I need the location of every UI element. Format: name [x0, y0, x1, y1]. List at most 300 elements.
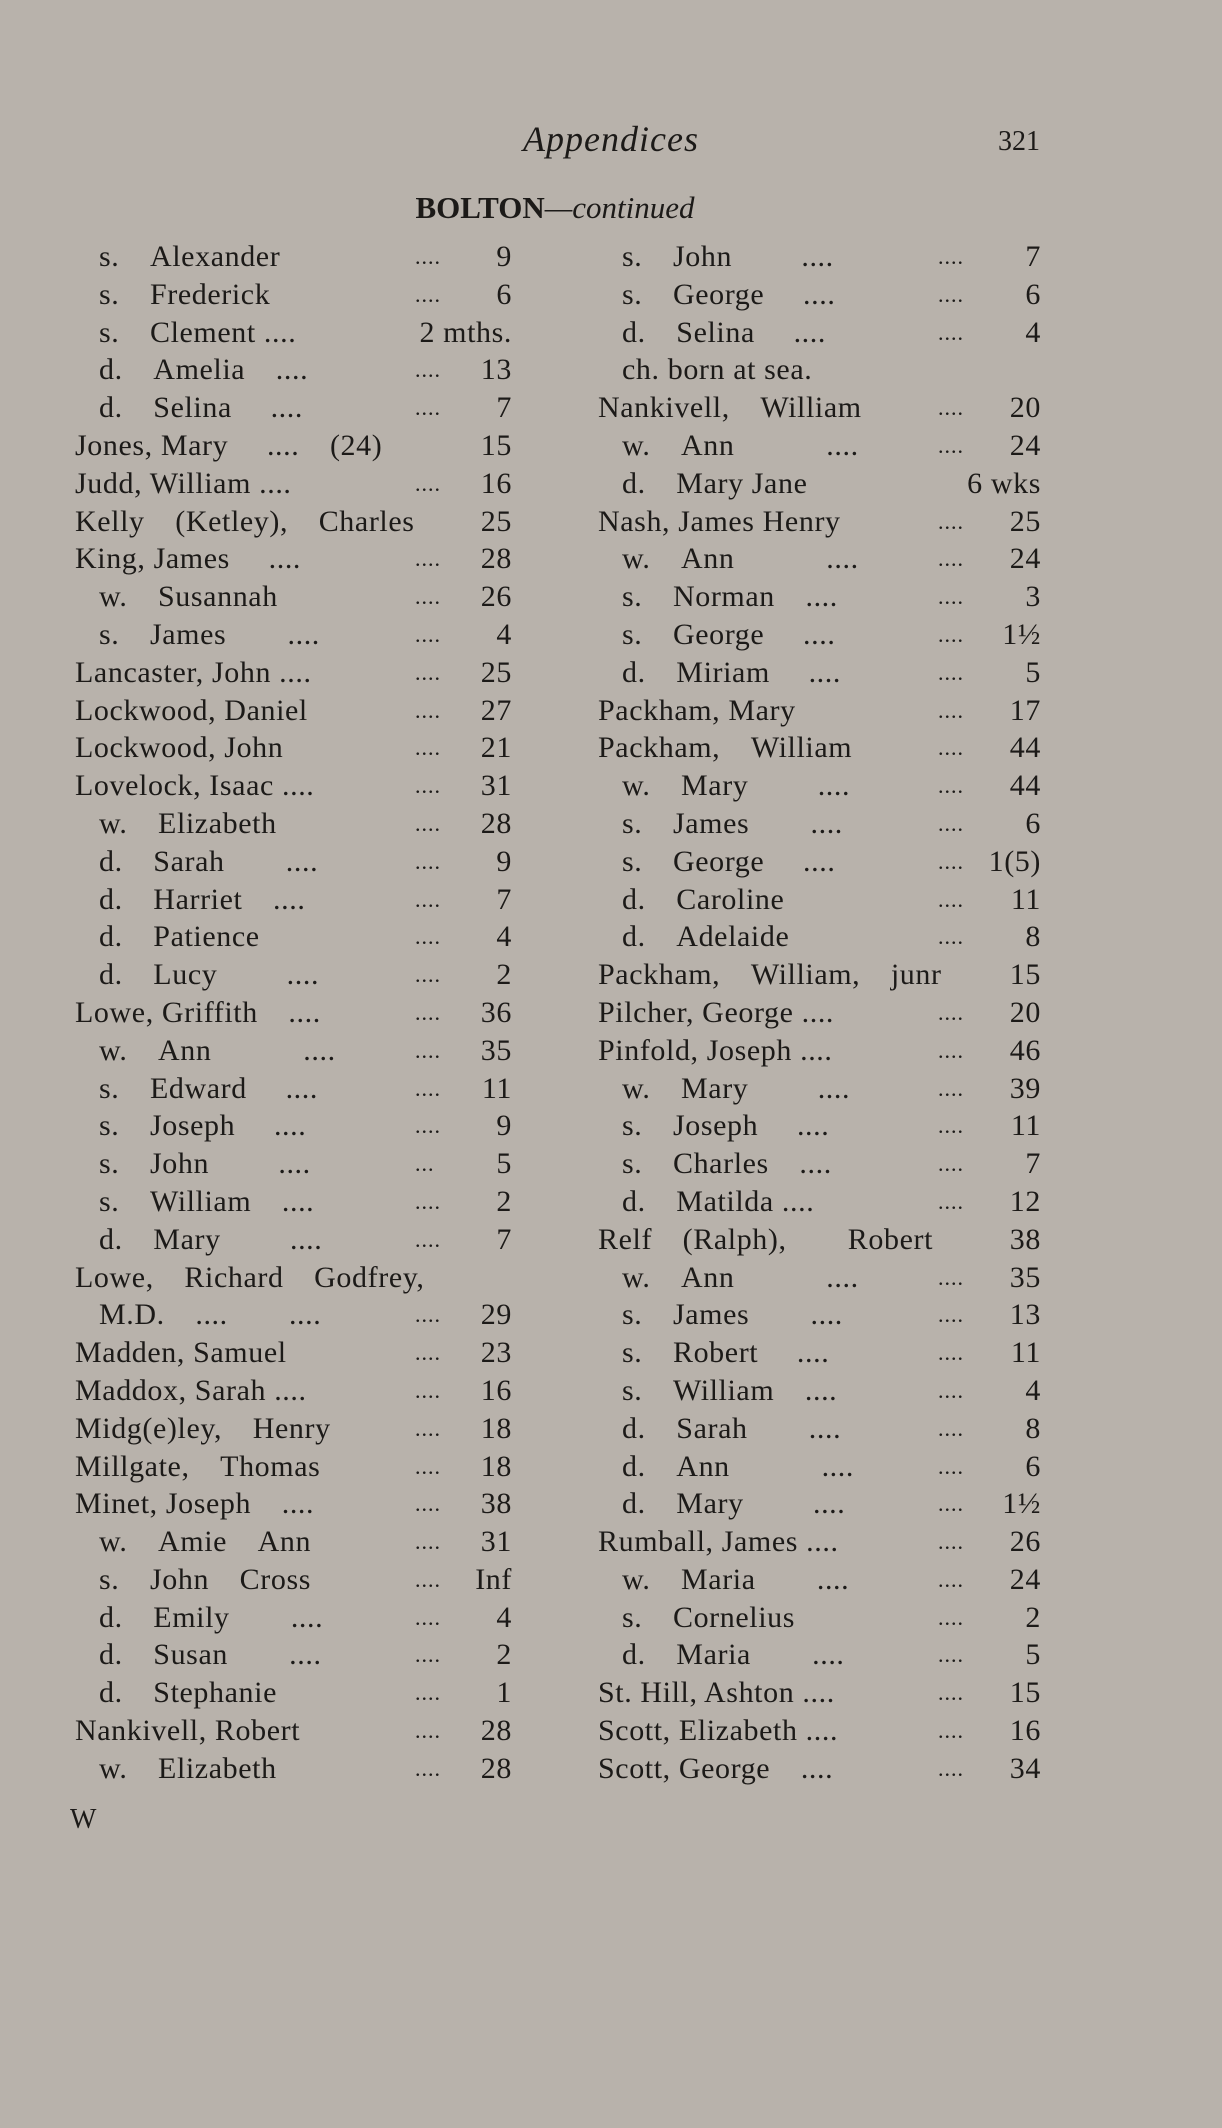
entry-name: Packham, William	[598, 731, 853, 765]
leader-dots: ....	[938, 1529, 964, 1555]
register-entry	[75, 578, 512, 616]
entry-age: 4	[496, 617, 512, 651]
entry-age: 24	[1009, 1562, 1041, 1596]
register-entry	[598, 540, 1041, 578]
register-entry	[75, 1636, 512, 1674]
leader-dots: ....	[938, 1302, 964, 1328]
register-entry	[598, 692, 1041, 730]
entry-age: 1½	[1002, 1487, 1041, 1521]
entry-name: s. Alexander	[99, 240, 281, 273]
entry-name: s. Joseph ....	[622, 1109, 830, 1143]
entry-age: 18	[480, 1449, 512, 1483]
section-name: BOLTON	[415, 190, 545, 225]
entry-age: 11	[481, 1071, 512, 1105]
leader-dots: ....	[415, 1377, 441, 1403]
leader-dots: ....	[415, 1075, 441, 1101]
leader-dots: ....	[938, 546, 964, 572]
register-entry	[598, 729, 1041, 767]
register-entry	[75, 465, 512, 503]
entry-name: Scott, Elizabeth ....	[598, 1714, 839, 1748]
leader-dots: ...	[415, 1151, 435, 1177]
leader-dots: ....	[938, 1113, 964, 1139]
entry-name: d. Selina ....	[99, 391, 303, 425]
entry-age: 31	[480, 769, 512, 803]
entry-name: s. Norman ....	[622, 580, 838, 614]
register-entry	[75, 1145, 512, 1183]
register-entry	[598, 1372, 1041, 1410]
entry-name: Nankivell, Robert	[75, 1714, 301, 1748]
register-entry	[598, 616, 1041, 654]
entry-age: 44	[1009, 769, 1041, 803]
register-entry	[75, 238, 512, 276]
entry-name: w. Ann ....	[99, 1033, 336, 1067]
entry-name: s. James ....	[99, 617, 320, 651]
entry-age: 16	[480, 466, 512, 500]
entry-age: 2	[496, 1638, 512, 1672]
entry-age: 8	[1025, 920, 1041, 954]
entry-age: 35	[1009, 1260, 1041, 1294]
leader-dots: ....	[938, 1264, 964, 1290]
register-entry	[598, 1032, 1041, 1070]
entry-name: Jones, Mary .... (24)	[75, 428, 383, 462]
entry-name: Lowe, Richard Godfrey,	[75, 1260, 425, 1294]
entry-age: 6	[496, 277, 512, 311]
entry-age: 3	[1025, 580, 1041, 614]
entry-age: 18	[480, 1411, 512, 1445]
entry-age: 23	[480, 1336, 512, 1370]
entry-age: 25	[480, 504, 512, 538]
entry-name: s. William ....	[99, 1184, 315, 1218]
entry-age: 38	[480, 1487, 512, 1521]
leader-dots: ....	[415, 1415, 441, 1441]
entry-name: Midg(e)ley, Henry	[75, 1411, 331, 1445]
entry-name: s. John ....	[622, 240, 834, 273]
entry-age: 31	[480, 1525, 512, 1559]
leader-dots: ....	[415, 1302, 441, 1328]
register-entry	[75, 389, 512, 427]
entry-age: 2	[496, 1184, 512, 1218]
register-entry	[75, 1107, 512, 1145]
entry-age: 28	[480, 1714, 512, 1748]
entry-age: 17	[1009, 693, 1041, 727]
entry-name: s. George ....	[622, 844, 836, 878]
entry-age: 2	[496, 958, 512, 992]
leader-dots: ....	[415, 244, 441, 269]
entry-name: King, James ....	[75, 542, 302, 576]
leader-dots: ....	[938, 1566, 964, 1592]
entry-age: 4	[496, 1600, 512, 1634]
leader-dots: ....	[415, 1340, 441, 1366]
leader-dots: ....	[415, 1188, 441, 1214]
entry-name: s. Cornelius	[622, 1600, 796, 1634]
register-entry	[598, 1296, 1041, 1334]
entry-age: 7	[496, 882, 512, 916]
entry-name: d. Matilda ....	[622, 1184, 815, 1218]
entry-age: 6	[1025, 806, 1041, 840]
entry-name: s. Frederick	[99, 277, 271, 311]
register-entry	[75, 1032, 512, 1070]
register-entry	[75, 1259, 512, 1297]
register-entry	[75, 994, 512, 1032]
leader-dots: ....	[938, 395, 964, 421]
entry-name: w. Ann ....	[622, 1260, 859, 1294]
leader-dots: ....	[415, 810, 441, 836]
entry-age: 11	[1010, 1109, 1041, 1143]
leader-dots: ....	[415, 470, 441, 496]
entry-name: d. Adelaide	[622, 920, 790, 954]
entry-name: d. Susan ....	[99, 1638, 322, 1672]
entry-age: 36	[480, 995, 512, 1029]
entry-age: 28	[480, 1751, 512, 1785]
entry-name: Pinfold, Joseph ....	[598, 1033, 833, 1067]
leader-dots: ....	[415, 886, 441, 912]
entry-name: d. Caroline	[622, 882, 785, 916]
register-entry	[75, 767, 512, 805]
entry-name: s. Edward ....	[99, 1071, 318, 1105]
leader-dots: ....	[415, 1604, 441, 1630]
leader-dots: ....	[938, 432, 964, 458]
entry-name: Judd, William ....	[75, 466, 292, 500]
leader-dots: ....	[415, 584, 441, 610]
entry-name: s. James ....	[622, 1298, 843, 1332]
entry-name: Nankivell, William	[598, 391, 862, 425]
leader-dots: ....	[938, 848, 964, 874]
entry-age: 6 wks	[967, 466, 1041, 500]
entry-age: 1	[496, 1676, 512, 1710]
entry-age: 9	[496, 1109, 512, 1143]
entry-name: w. Ann ....	[622, 542, 859, 576]
entry-age: 11	[1010, 882, 1041, 916]
entry-age: 1(5)	[988, 844, 1041, 878]
entry-age: 8	[1025, 1411, 1041, 1445]
register-entry	[598, 1183, 1041, 1221]
entry-age: 13	[1009, 1298, 1041, 1332]
entry-name: w. Mary ....	[622, 1071, 851, 1105]
entry-age: 5	[1025, 655, 1041, 689]
entry-age: 34	[1009, 1751, 1041, 1785]
entry-age: 26	[1009, 1525, 1041, 1559]
entry-name: d. Amelia ....	[99, 353, 309, 387]
leader-dots: ....	[938, 1377, 964, 1403]
register-entry	[598, 314, 1041, 352]
entry-name: d. Harriet ....	[99, 882, 306, 916]
entry-name: w. Amie Ann	[99, 1525, 312, 1559]
entry-name: w. Elizabeth	[99, 1751, 277, 1785]
register-entry	[75, 427, 512, 465]
entry-age: 21	[480, 731, 512, 765]
register-entry	[598, 1712, 1041, 1750]
entry-age: 46	[1009, 1033, 1041, 1067]
register-entry	[75, 1523, 512, 1561]
left-column	[75, 238, 512, 1788]
register-entry	[75, 1448, 512, 1486]
leader-dots: ....	[938, 659, 964, 685]
entry-age: 29	[480, 1298, 512, 1332]
leader-dots: ....	[938, 1453, 964, 1479]
entry-name: d. Selina ....	[622, 315, 826, 349]
entry-name: d. Ann ....	[622, 1449, 854, 1483]
leader-dots: ....	[938, 508, 964, 534]
leader-dots: ....	[415, 1453, 441, 1479]
register-entry	[75, 503, 512, 541]
register-entry	[75, 1372, 512, 1410]
entry-age: 7	[1025, 1147, 1041, 1181]
entry-age: 4	[1025, 315, 1041, 349]
entry-age: 2	[1025, 1600, 1041, 1634]
register-entry	[598, 1599, 1041, 1637]
register-entry	[75, 1561, 512, 1599]
register-entry	[598, 1221, 1041, 1259]
entry-name: w. Mary ....	[622, 769, 851, 803]
entry-age: 20	[1009, 995, 1041, 1029]
register-entry	[75, 1599, 512, 1637]
entry-age: 15	[1009, 1676, 1041, 1710]
register-entry	[598, 1410, 1041, 1448]
leader-dots: ....	[415, 697, 441, 723]
entry-age: 28	[480, 806, 512, 840]
register-entry	[598, 1107, 1041, 1145]
register-entry	[598, 1561, 1041, 1599]
entry-name: s. James ....	[622, 806, 843, 840]
leader-dots: ....	[415, 1642, 441, 1668]
leader-dots: ....	[938, 281, 964, 307]
register-entry	[75, 843, 512, 881]
register-entry	[75, 654, 512, 692]
entry-age: 13	[480, 353, 512, 387]
entry-name: d. Lucy ....	[99, 958, 320, 992]
register-entry	[598, 238, 1041, 276]
register-entry	[75, 616, 512, 654]
leader-dots: ....	[415, 357, 441, 383]
register-entry	[598, 1259, 1041, 1297]
leader-dots: ....	[415, 1755, 441, 1781]
entry-name: s. Clement ....	[99, 315, 297, 349]
entry-age: 25	[1009, 504, 1041, 538]
leader-dots: ....	[938, 1151, 964, 1177]
register-entry	[598, 994, 1041, 1032]
entry-name: Kelly (Ketley), Charles	[75, 504, 415, 538]
entry-name: Pilcher, George ....	[598, 995, 835, 1029]
leader-dots: ....	[938, 1188, 964, 1214]
entry-name: ch. born at sea.	[622, 353, 813, 387]
leader-dots: ....	[415, 924, 441, 950]
leader-dots: ....	[938, 999, 964, 1025]
register-entry	[75, 1712, 512, 1750]
entry-age: 9	[496, 844, 512, 878]
register-entry	[598, 1145, 1041, 1183]
leader-dots: ....	[415, 1113, 441, 1139]
leader-dots: ....	[938, 244, 964, 269]
register-entry	[598, 578, 1041, 616]
entry-name: St. Hill, Ashton ....	[598, 1676, 835, 1710]
leader-dots: ....	[415, 621, 441, 647]
entry-name: s. John ....	[99, 1147, 311, 1181]
entry-name: s. Charles ....	[622, 1147, 832, 1181]
register-entry	[598, 1485, 1041, 1523]
register-entry	[598, 918, 1041, 956]
register-entry	[75, 1334, 512, 1372]
register-entry	[598, 465, 1041, 503]
entry-name: Relf (Ralph), Robert	[598, 1222, 934, 1256]
entry-age: 9	[496, 240, 512, 273]
leader-dots: ....	[415, 735, 441, 761]
entry-age: 2 mths.	[419, 315, 512, 349]
register-entry	[598, 1750, 1041, 1788]
leader-dots: ....	[415, 962, 441, 988]
register-entry	[598, 654, 1041, 692]
leader-dots: ....	[415, 1491, 441, 1517]
entry-name: Millgate, Thomas	[75, 1449, 321, 1483]
entry-name: d. Mary ....	[622, 1487, 846, 1521]
entry-name: s. George ....	[622, 617, 836, 651]
register-entry	[598, 1523, 1041, 1561]
entry-name: Lockwood, John	[75, 731, 284, 765]
entry-age: 4	[496, 920, 512, 954]
leader-dots: ....	[938, 1415, 964, 1441]
entry-name: Rumball, James ....	[598, 1525, 839, 1559]
entry-name: d. Mary Jane	[622, 466, 808, 500]
entry-age: 7	[496, 391, 512, 425]
register-entry	[598, 805, 1041, 843]
entry-age: 24	[1009, 428, 1041, 462]
entry-name: w. Ann ....	[622, 428, 859, 462]
leader-dots: ....	[415, 1226, 441, 1252]
entry-age: 6	[1025, 1449, 1041, 1483]
register-entry	[75, 1410, 512, 1448]
entry-age: 5	[1025, 1638, 1041, 1672]
entry-name: M.D. .... ....	[99, 1298, 322, 1332]
entry-name: s. William ....	[622, 1373, 838, 1407]
register-entry	[75, 692, 512, 730]
leader-dots: ....	[938, 773, 964, 799]
leader-dots: ....	[415, 1037, 441, 1063]
entry-name: Scott, George ....	[598, 1751, 834, 1785]
entry-age: 20	[1009, 391, 1041, 425]
leader-dots: ....	[938, 1642, 964, 1668]
entry-name: Lowe, Griffith ....	[75, 995, 321, 1029]
entry-name: d. Patience	[99, 920, 260, 954]
leader-dots: ....	[415, 659, 441, 685]
entry-name: Lancaster, John ....	[75, 655, 312, 689]
entry-name: Packham, Mary	[598, 693, 796, 727]
leader-dots: ....	[415, 999, 441, 1025]
leader-dots: ....	[415, 1680, 441, 1706]
leader-dots: ....	[938, 810, 964, 836]
entry-age: 25	[480, 655, 512, 689]
register-entry	[598, 1674, 1041, 1712]
entry-name: s. John Cross	[99, 1562, 311, 1596]
entry-age: 11	[1010, 1336, 1041, 1370]
register-entry	[598, 503, 1041, 541]
register-entry	[75, 1485, 512, 1523]
register-entry	[75, 1070, 512, 1108]
register-entry	[598, 1070, 1041, 1108]
register-entry	[598, 276, 1041, 314]
entry-age: 5	[496, 1147, 512, 1181]
entry-name: Madden, Samuel	[75, 1336, 287, 1370]
entry-name: Minet, Joseph ....	[75, 1487, 315, 1521]
leader-dots: ....	[938, 1340, 964, 1366]
leader-dots: ....	[938, 1075, 964, 1101]
entry-age: 1½	[1002, 617, 1041, 651]
entry-age: 12	[1009, 1184, 1041, 1218]
leader-dots: ....	[938, 1718, 964, 1744]
leader-dots: ....	[415, 1718, 441, 1744]
entry-age: 15	[1009, 958, 1041, 992]
register-entry	[598, 427, 1041, 465]
entry-age: 38	[1009, 1222, 1041, 1256]
leader-dots: ....	[938, 621, 964, 647]
register-entry	[75, 1296, 512, 1334]
entry-name: Packham, William, junr	[598, 958, 942, 992]
entry-name: Lovelock, Isaac ....	[75, 769, 315, 803]
leader-dots: ....	[938, 584, 964, 610]
entry-age: 4	[1025, 1373, 1041, 1407]
section-suffix: —continued	[544, 190, 695, 225]
entry-name: Maddox, Sarah ....	[75, 1373, 307, 1407]
register-entry	[598, 767, 1041, 805]
leader-dots: ....	[938, 319, 964, 345]
leader-dots: ....	[938, 1491, 964, 1517]
leader-dots: ....	[415, 773, 441, 799]
leader-dots: ....	[938, 697, 964, 723]
entry-age: 6	[1025, 277, 1041, 311]
register-entry	[598, 881, 1041, 919]
leader-dots: ....	[415, 848, 441, 874]
running-head: Appendices	[523, 119, 699, 159]
entry-name: s. Joseph ....	[99, 1109, 307, 1143]
register-entry	[75, 314, 512, 352]
right-column	[598, 238, 1041, 1788]
entry-age: 7	[1025, 240, 1041, 273]
entry-name: d. Stephanie	[99, 1676, 278, 1710]
register-entry	[75, 729, 512, 767]
leader-dots: ....	[938, 924, 964, 950]
entry-name: s. George ....	[622, 277, 836, 311]
register-entry	[75, 918, 512, 956]
entry-name: d. Emily ....	[99, 1600, 324, 1634]
leader-dots: ....	[415, 546, 441, 572]
entry-name: d. Maria ....	[622, 1638, 845, 1672]
leader-dots: ....	[415, 1529, 441, 1555]
entry-age: 44	[1009, 731, 1041, 765]
register-entry	[598, 1636, 1041, 1674]
entry-name: Nash, James Henry	[598, 504, 841, 538]
entry-name: d. Sarah ....	[622, 1411, 842, 1445]
printer-signature-mark: W	[70, 1804, 97, 1835]
entry-name: w. Susannah	[99, 580, 278, 614]
register-entry	[598, 1448, 1041, 1486]
register-entry	[75, 276, 512, 314]
entry-name: w. Maria ....	[622, 1562, 850, 1596]
entry-name: d. Mary ....	[99, 1222, 323, 1256]
leader-dots: ....	[938, 1755, 964, 1781]
register-entry	[598, 351, 1041, 389]
entry-age: 16	[1009, 1714, 1041, 1748]
entry-age: 16	[480, 1373, 512, 1407]
register-entry	[75, 1750, 512, 1788]
leader-dots: ....	[938, 886, 964, 912]
entry-age: 39	[1009, 1071, 1041, 1105]
register-entry	[75, 1183, 512, 1221]
leader-dots: ....	[938, 1037, 964, 1063]
register-entry	[75, 540, 512, 578]
page-number: 321	[998, 126, 1040, 157]
entry-age: 28	[480, 542, 512, 576]
entry-name: Lockwood, Daniel	[75, 693, 308, 727]
register-entry	[75, 956, 512, 994]
entry-age: 15	[480, 428, 512, 462]
